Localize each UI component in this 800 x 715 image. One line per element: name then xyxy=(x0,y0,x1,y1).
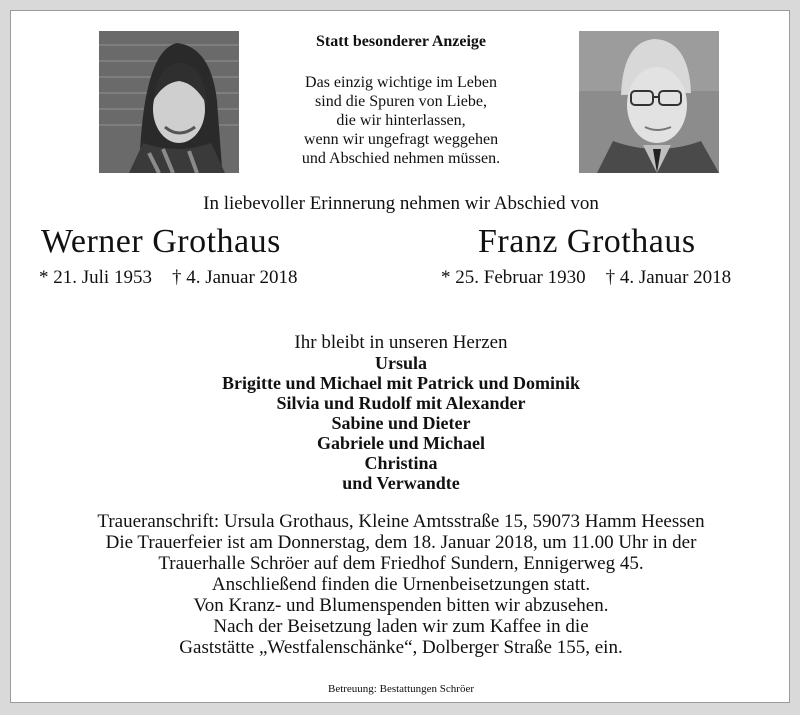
info-line: Die Trauerfeier ist am Donnerstag, dem 18. Januar 2018, um 11.00 Uhr in der xyxy=(105,532,697,553)
obituary-notice xyxy=(10,10,790,703)
birth-date: * 21. Juli 1953 xyxy=(39,267,152,288)
life-dates-werner xyxy=(39,267,318,289)
deceased-name-franz: Franz Grothaus xyxy=(478,223,696,260)
farewell-intro: In liebevoller Erinnerung nehmen wir Abschied von xyxy=(203,193,599,214)
info-line: Nach der Beisetzung laden wir zum Kaffee in die xyxy=(213,616,589,637)
memorial-poem xyxy=(11,73,791,168)
birth-date: * 25. Februar 1930 xyxy=(441,267,586,288)
family-member: Sabine und Dieter xyxy=(331,413,471,433)
info-line-address: Traueranschrift: Ursula Grothaus, Kleine Amtsstraße 15, 59073 Hamm Heessen xyxy=(97,511,705,532)
life-dates-franz xyxy=(441,267,751,289)
death-date: † 4. Januar 2018 xyxy=(171,267,298,288)
family-member: Gabriele und Michael xyxy=(317,433,485,453)
poem-line: Das einzig wichtige im Leben xyxy=(305,74,497,91)
info-line: Trauerhalle Schröer auf dem Friedhof Sundern, Ennigerweg 45. xyxy=(158,553,644,574)
notice-heading: Statt besonderer Anzeige xyxy=(315,33,487,50)
undertaker-credit: Betreuung: Bestattungen Schröer xyxy=(327,683,475,695)
family-member: Christina xyxy=(364,453,438,473)
family-member: Brigitte und Michael mit Patrick und Dominik xyxy=(221,373,580,393)
family-list xyxy=(11,353,791,493)
poem-line: und Abschied nehmen müssen. xyxy=(301,150,501,167)
family-member: Silvia und Rudolf mit Alexander xyxy=(276,393,526,413)
info-line: Gaststätte „Westfalenschänke“, Dolberger Straße 155, ein. xyxy=(179,637,623,658)
death-date: † 4. Januar 2018 xyxy=(605,267,732,288)
family-member: Ursula xyxy=(374,353,427,373)
poem-line: sind die Spuren von Liebe, xyxy=(315,93,487,110)
family-member: und Verwandte xyxy=(342,473,460,493)
funeral-information xyxy=(11,511,791,658)
info-line: Anschließend finden die Urnenbeisetzungen statt. xyxy=(211,574,591,595)
remembrance-line: Ihr bleibt in unseren Herzen xyxy=(294,332,508,353)
deceased-name-werner: Werner Grothaus xyxy=(41,223,281,260)
info-line: Von Kranz- und Blumenspenden bitten wir abzusehen. xyxy=(193,595,609,616)
poem-line: wenn wir ungefragt weggehen xyxy=(303,131,499,148)
poem-line: die wir hinterlassen, xyxy=(336,112,466,129)
